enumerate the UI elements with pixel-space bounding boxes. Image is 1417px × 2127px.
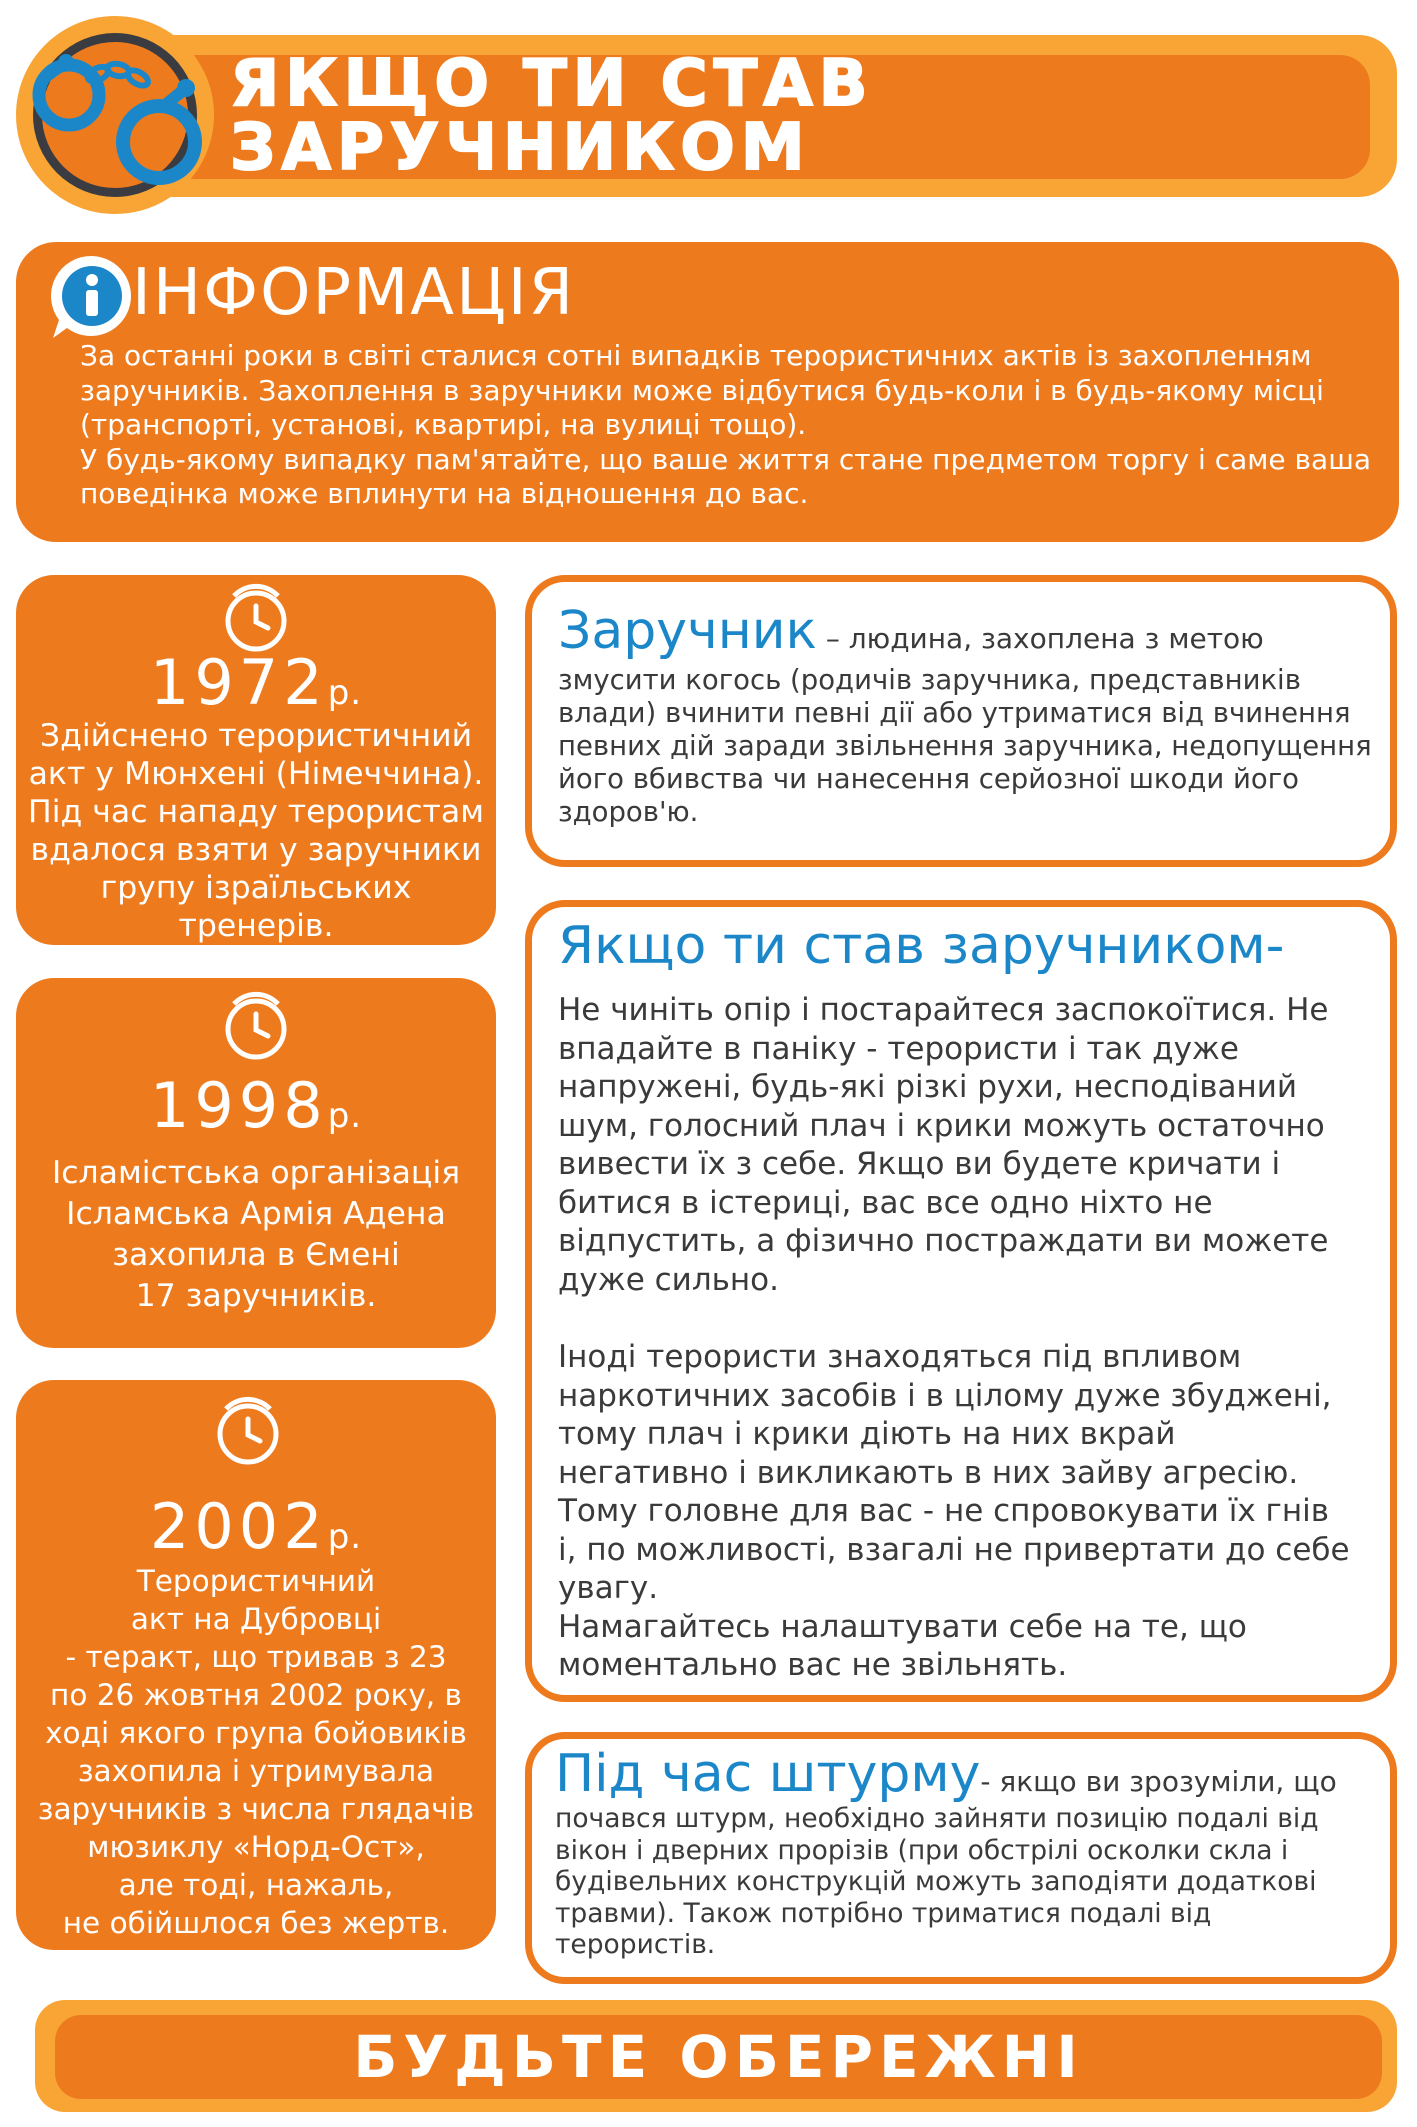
info-speech-bubble-icon: [45, 250, 140, 342]
storm-heading: [555, 1745, 1390, 1803]
event-text: Здійснено терористичний акт у Мюнхені (Німеччина). Під час нападу терористам вдалося взяти у заручники групу ізраїльських тренерів.: [28, 718, 484, 944]
event-text: Терористичний акт на Дубровці - теракт, що тривав з 23 по 26 жовтня 2002 року, в ході якого група бойовиків захопила і утримувала заручників з числа глядачів мюзиклу «Норд-Ост», але тоді, нажаль, не обійшлося без жертв.: [37, 1564, 475, 1940]
definition-heading: [558, 602, 1388, 660]
event-year-unit: р.: [327, 673, 363, 713]
advice-text-1: Не чиніть опір і постарайтеся заспокоїтися. Не впадайте в паніку - терористи і так дуже напружені, будь-які різкі рухи, несподіваний шум, голосний плач і крики можуть остаточно вивести їх з себе. Якщо ви будете кричати і битися в істериці, вас все одно ніхто не відпустить, а фізично постраждати ви можете дуже сильно.: [558, 992, 1329, 1298]
footer-slogan: БУДЬТЕ ОБЕРЕЖНІ: [353, 2023, 1084, 2091]
clock-icon: [220, 582, 292, 654]
page-title: ЯКЩО ТИ СТАВ ЗАРУЧНИКОМ: [230, 47, 874, 185]
info-heading: ІНФОРМАЦІЯ: [132, 256, 576, 330]
event-year-number: 1998: [149, 1069, 328, 1142]
event-year: [16, 1490, 496, 1568]
event-year: [16, 1069, 496, 1147]
event-year-number: 1972: [149, 646, 328, 719]
storm-title: Під час штурму: [555, 1744, 981, 1804]
handcuffs-icon: [14, 30, 229, 205]
clock-icon: [220, 990, 292, 1062]
info-text: За останні роки в світі сталися сотні випадків терористичних актів із захопленням заручників. Захоплення в заручники може відбутися будь-коли і в будь-якому місці (транспорті, установі, квартирі, на вулиці тощо). У будь-якому випадку пам'ятайте, що ваше життя стане предметом торгу і саме ваша поведінка може вплинути на відношення до вас.: [80, 339, 1371, 510]
definition-suffix: – людина, захоплена з метою: [816, 622, 1264, 655]
event-year: [16, 646, 496, 724]
clock-icon: [212, 1395, 284, 1467]
event-year-unit: р.: [327, 1517, 363, 1557]
event-year-unit: р.: [327, 1096, 363, 1136]
advice-text-2: Іноді терористи знаходяться під впливом наркотичних засобів і в цілому дуже збуджені, тому плач і крики діють на них вкрай негативно і викликають в них зайву агресію. Тому головне для вас - не спровокувати їх гнів і, по можливості, взагалі не привертати до себе увагу. Намагайтесь налаштувати себе на те, що моментально вас не звільнять.: [558, 1339, 1350, 1683]
definition-text: змусити когось (родичів заручника, представників влади) вчинити певні дії або утриматися від вчинення певних дій заради звільнення заручника, недопущення його вбивства чи нанесення серйозної шкоди його здоров'ю.: [558, 664, 1372, 828]
definition-title: Заручник: [558, 601, 817, 661]
advice-title: Якщо ти став заручником-: [558, 916, 1285, 976]
storm-text: почався штурм, необхідно зайняти позицію подалі від вікон і дверних прорізів (при обстрілі осколки скла і будівельних конструкцій можуть заподіяти додаткові травми). Також потрібно триматися подалі від терористів.: [555, 1803, 1319, 1960]
storm-suffix: - якщо ви зрозуміли, що: [980, 1765, 1337, 1798]
event-year-number: 2002: [149, 1490, 328, 1563]
event-text: Ісламістська організація Ісламська Армія Адена захопила в Ємені 17 заручників.: [51, 1155, 461, 1314]
